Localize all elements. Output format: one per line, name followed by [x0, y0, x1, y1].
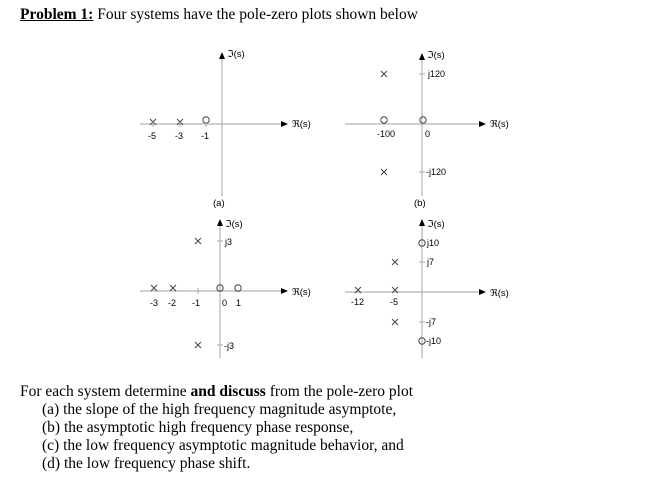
- questions: [20, 383, 413, 473]
- plot-d-imag-axis-label: ℑ(s): [427, 219, 445, 230]
- plot-d-real-arrow: [479, 289, 486, 295]
- plot-a-tick: -5: [148, 131, 157, 141]
- plot-c-tick: -j3: [224, 341, 235, 351]
- questions-intro: [20, 383, 413, 401]
- plot-d-tick: -j10: [426, 336, 442, 346]
- plot-c-tick: 1: [236, 298, 242, 308]
- plot-b-pole: [381, 71, 387, 77]
- intro-prefix: For each system determine: [20, 383, 191, 400]
- plot-a-real-axis-label: ℜ(s): [292, 119, 311, 130]
- plot-c-imag-axis-label: ℑ(s): [225, 219, 243, 230]
- plot-c-pole: [170, 285, 176, 291]
- plot-b-caption: (b): [414, 198, 426, 209]
- plot-a-imag-axis-label: ℑ(s): [227, 49, 245, 60]
- intro-suffix: from the pole-zero plot: [265, 383, 414, 400]
- plot-b: [345, 50, 509, 209]
- plot-d-tick: -j7: [426, 317, 437, 327]
- plot-d-imag-arrow: [419, 219, 425, 226]
- plot-d-tick: j7: [427, 257, 435, 267]
- question-item: (c) the low frequency asymptotic magnitude behavior, and: [42, 437, 404, 454]
- plot-b-tick: -100: [377, 129, 396, 139]
- plot-a: [140, 49, 311, 209]
- problem-label: Problem 1:: [20, 6, 94, 23]
- plot-c-pole: [151, 285, 157, 291]
- plot-a-real-arrow: [281, 121, 288, 127]
- plot-b-imag-axis-label: ℑ(s): [427, 50, 445, 61]
- plot-d-tick: j10: [427, 238, 440, 248]
- problem-text: Four systems have the pole-zero plots shown below: [93, 6, 418, 23]
- plot-b-tick: -j120: [426, 167, 447, 177]
- plot-c-tick: 0: [222, 298, 228, 308]
- plot-b-pole: [381, 169, 387, 175]
- plot-c-tick: j3: [225, 237, 233, 247]
- plot-c-tick: -2: [168, 298, 177, 308]
- plot-b-zero: [381, 117, 387, 123]
- intro-bold: and discuss: [190, 383, 266, 400]
- plot-d: [345, 219, 509, 358]
- plot-a-tick: -1: [201, 131, 210, 141]
- plot-d-tick: -5: [390, 297, 399, 307]
- plot-c-pole: [195, 342, 201, 348]
- plot-b-tick: j120: [428, 69, 446, 79]
- plot-d-pole: [392, 319, 398, 325]
- question-item: (a) the slope of the high frequency magnitude asymptote,: [42, 401, 397, 418]
- plot-a-tick: -3: [175, 131, 184, 141]
- plot-c-zero: [235, 285, 241, 291]
- plot-b-real-axis-label: ℜ(s): [490, 119, 509, 130]
- plot-c-real-axis-label: ℜ(s): [292, 287, 311, 298]
- plot-b-real-arrow: [479, 121, 486, 127]
- plot-c-imag-arrow: [217, 219, 223, 226]
- plot-c-tick: -1: [192, 298, 201, 308]
- plot-c-tick: -3: [150, 298, 159, 308]
- question-item: (d) the low frequency phase shift.: [42, 455, 251, 472]
- plot-b-tick: 0: [425, 129, 431, 139]
- plot-d-tick: -12: [351, 297, 365, 307]
- question-item: (b) the asymptotic high frequency phase response,: [42, 419, 354, 436]
- plot-c-pole: [195, 238, 201, 244]
- plot-a-imag-arrow: [219, 52, 225, 59]
- plot-c: [140, 219, 311, 358]
- plot-c-real-arrow: [281, 288, 288, 294]
- plot-b-imag-arrow: [419, 53, 425, 60]
- plot-d-pole: [392, 259, 398, 265]
- plot-d-real-axis-label: ℜ(s): [490, 288, 509, 299]
- plot-a-caption: (a): [213, 198, 225, 209]
- plot-b-zero: [420, 117, 426, 123]
